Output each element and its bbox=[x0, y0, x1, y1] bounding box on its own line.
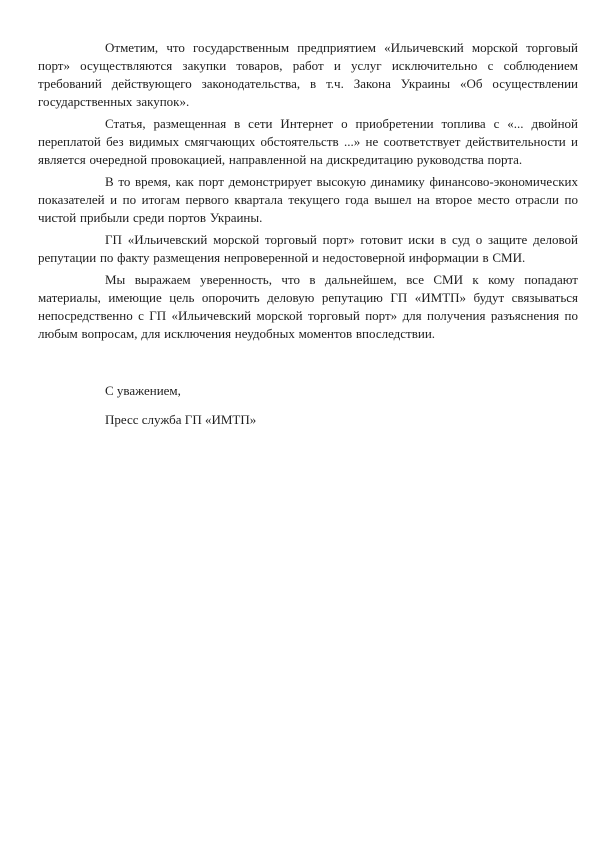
paragraph-financial-results: В то время, как порт демонстрирует высокую динамику финансово-экономических показателей и по итогам первого квартала текущего года вышел на второе место отрасли по чистой прибыли среди портов Украины. bbox=[38, 174, 578, 225]
paragraph-lawsuit-notice: ГП «Ильичевский морской торговый порт» готовит иски в суд о защите деловой репутации по факту размещения непроверенной и недостоверной информации в СМИ. bbox=[38, 232, 578, 265]
paragraph-article-denial: Статья, размещенная в сети Интернет о приобретении топлива с «... двойной переплатой без видимых смягчающих обстоятельств ...» не соответствует действительности и является очередной провокацией, направленной на дискредитацию руководства порта. bbox=[38, 116, 578, 167]
closing-signature: Пресс служба ГП «ИМТП» bbox=[105, 412, 257, 427]
paragraph-procurement-compliance: Отметим, что государственным предприятием «Ильичевский морской торговый порт» осуществляются закупки товаров, работ и услуг исключительно с соблюдением требований действующего законодательства, в т.ч. Закона Украины «Об осуществлении государственных закупок». bbox=[38, 40, 578, 109]
paragraph-media-request: Мы выражаем уверенность, что в дальнейшем, все СМИ к кому попадают материалы, имеющие цель опорочить деловую репутацию ГП «ИМТП» будут связываться непосредственно с ГП «Ильичевский морской торговый порт» для получения разъяснения по любым вопросам, для исключения неудобных моментов впоследствии. bbox=[38, 272, 578, 341]
closing-salutation: С уважением, bbox=[105, 383, 181, 398]
